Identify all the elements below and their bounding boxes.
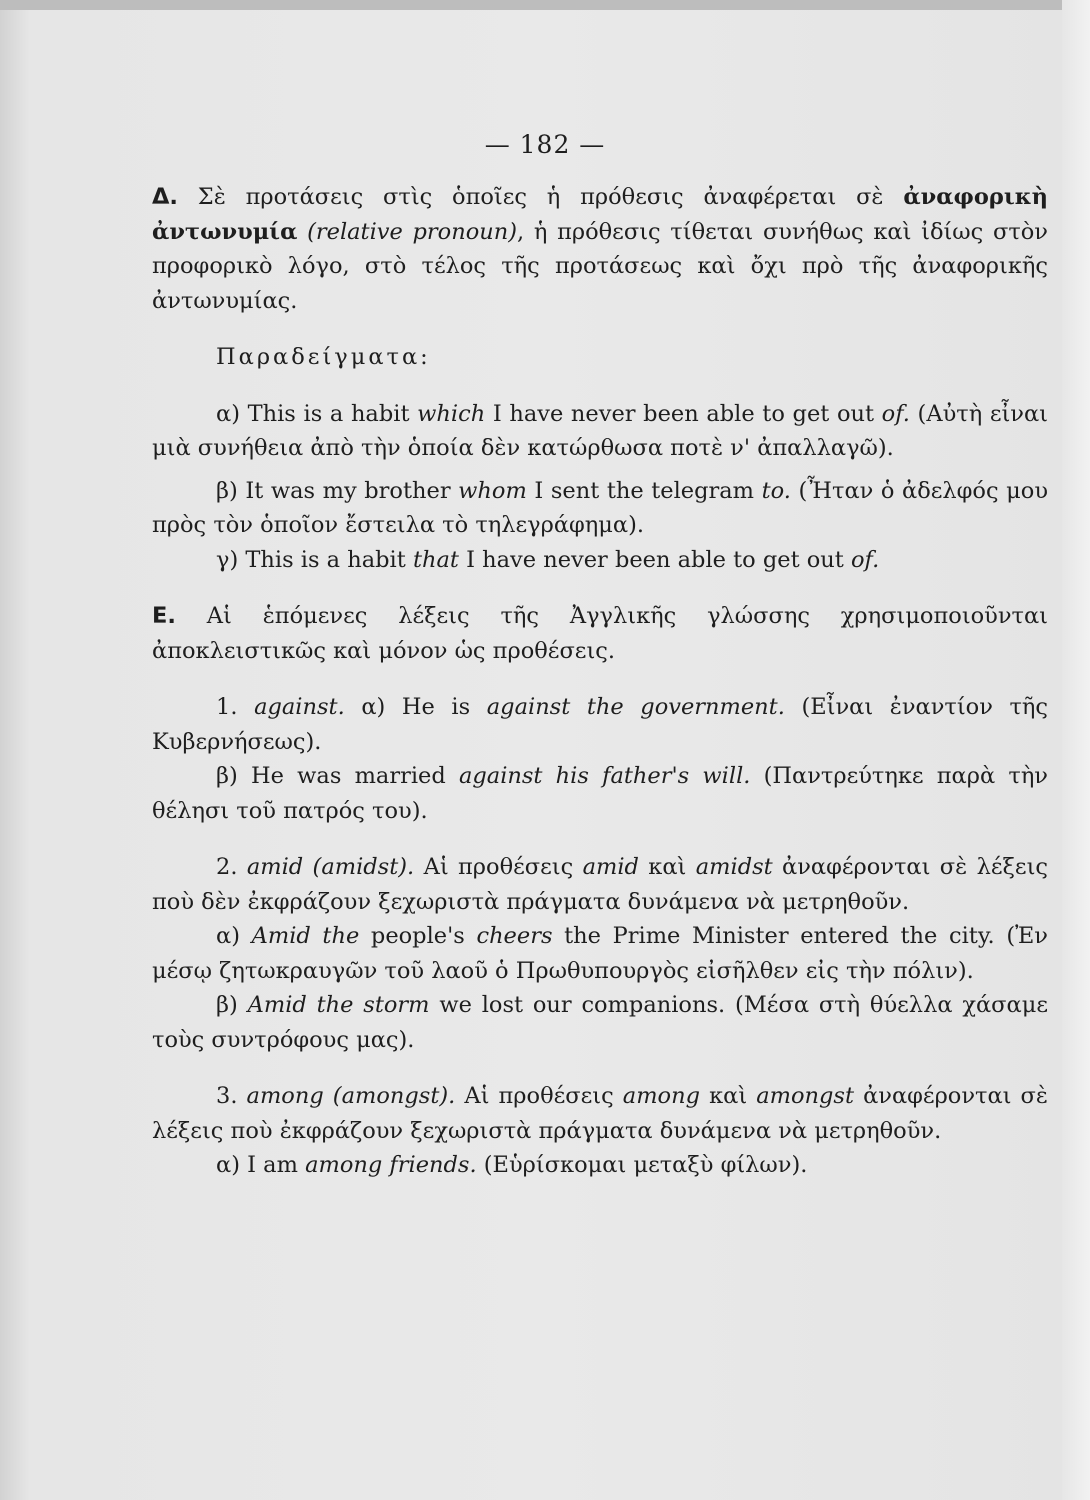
- section-d-intro: Σὲ προτάσεις στὶς ὁποῖες ἡ πρόθεσις ἀναφέρεται σὲ: [197, 184, 904, 210]
- example-b: [152, 474, 1048, 543]
- example-c: [152, 543, 1048, 578]
- section-e-letter: Ε.: [152, 603, 176, 629]
- item-against-b: [152, 759, 1048, 828]
- item-2-desc-2: καὶ: [638, 854, 696, 880]
- item-1-b-translation: (Παντρεύτηκε παρὰ τὴν θέλησι τοῦ πατρός του).: [152, 763, 1048, 824]
- example-a-italic-2: of.: [881, 400, 910, 427]
- example-c-italic-2: of.: [851, 546, 880, 573]
- item-1-a-italic: against the government.: [486, 694, 785, 720]
- item-against: [152, 690, 1048, 759]
- item-3-a-text: α) I am: [216, 1152, 306, 1178]
- example-b-italic-1: whom: [458, 477, 527, 504]
- scan-right-edge: [1062, 0, 1090, 1500]
- example-c-text: γ) This is a habit: [216, 546, 413, 573]
- item-3-word-1: among: [622, 1083, 700, 1109]
- section-e-paragraph: [152, 599, 1048, 668]
- item-2-a-label: α): [216, 923, 252, 949]
- item-2-desc-1: Αἱ προθέσεις: [414, 854, 583, 880]
- item-2-number: 2.: [216, 854, 247, 880]
- item-3-desc-2: καὶ: [700, 1083, 757, 1109]
- example-b-italic-2: to.: [761, 477, 791, 504]
- item-1-number: 1.: [216, 694, 255, 720]
- example-a-translation: (Αὐτὴ εἶναι μιὰ συνήθεια ἀπὸ τὴν ὁποία δὲν κατώρθωσα ποτὲ ν' ἀπαλλαγῶ).: [152, 400, 1048, 461]
- example-b-mid: I sent the telegram: [526, 477, 762, 504]
- item-2-word-1: amid: [582, 854, 639, 880]
- item-1-b-text: β) He was married: [216, 763, 459, 789]
- item-3-word-2: amongst: [756, 1083, 855, 1109]
- item-3-number: 3.: [216, 1083, 247, 1109]
- example-a-mid: I have never been able to get out: [485, 400, 882, 427]
- example-b-text: β) It was my brother: [216, 477, 459, 504]
- item-3-word: among (amongst).: [246, 1083, 456, 1109]
- item-2-b-translation: (Μέσα στὴ θύελλα χάσαμε τοὺς συντρόφους μας).: [152, 992, 1048, 1053]
- example-a-italic-1: which: [417, 400, 486, 427]
- section-d-paragraph: [152, 180, 1048, 318]
- examples-heading-line: [152, 340, 1048, 375]
- item-2-a-text-1: people's: [359, 923, 477, 949]
- item-2-word: amid (amidst).: [246, 854, 415, 880]
- item-2-b-text: we lost our companions.: [429, 992, 726, 1018]
- item-2-a-text-2: the Prime Minister entered the city.: [552, 923, 995, 949]
- item-3-a-translation: (Εὑρίσκομαι μεταξὺ φίλων).: [476, 1152, 808, 1178]
- item-amid-a: [152, 919, 1048, 988]
- item-2-a-italic-2: cheers: [476, 923, 553, 949]
- item-2-word-2: amidst: [695, 854, 773, 880]
- item-2-a-italic-1: Amid the: [251, 923, 360, 949]
- item-2-b-italic: Amid the storm: [247, 992, 430, 1018]
- item-1-a-translation: (Εἶναι ἐναντίον τῆς Κυβερνήσεως).: [152, 694, 1049, 755]
- examples-heading: Παραδείγματα:: [216, 344, 431, 370]
- example-c-italic-1: that: [412, 546, 459, 573]
- example-a: [152, 397, 1048, 466]
- example-a-text: α) This is a habit: [216, 400, 418, 427]
- item-1-word: against.: [254, 694, 345, 720]
- item-3-desc-1: Αἱ προθέσεις: [455, 1083, 623, 1109]
- section-e-intro: Αἱ ἑπόμενες λέξεις τῆς Ἀγγλικῆς γλώσσης χρησιμοποιοῦνται ἀποκλειστικῶς καὶ μόνον ὡς προθέσεις.: [152, 603, 1049, 664]
- example-c-mid: I have never been able to get out: [458, 546, 851, 573]
- page-number: — 182 —: [484, 130, 606, 159]
- section-d-rest: , ἡ πρόθεσις τίθεται συνήθως καὶ ἰδίως στὸν προφορικὸ λόγο, στὸ τέλος τῆς προτάσεως καὶ ὄχι πρὸ τῆς ἀναφορικῆς ἀντωνυμίας.: [152, 218, 1048, 314]
- section-d-term: ἀναφορικὴ ἀντωνυμία: [152, 184, 1048, 245]
- section-d-term-en: (relative pronoun): [307, 218, 518, 245]
- scan-top-edge: [0, 0, 1090, 10]
- item-2-b-label: β): [216, 992, 248, 1018]
- item-amid-b: [152, 988, 1048, 1057]
- item-3-a-italic: among friends.: [305, 1152, 477, 1178]
- item-2-a-translation: (Ἐν μέσῳ ζητωκραυγῶν τοῦ λαοῦ ὁ Πρωθυπουργὸς εἰσῆλθεν εἰς τὴν πόλιν).: [152, 923, 1048, 984]
- item-2-desc-3: ἀναφέρονται σὲ λέξεις ποὺ δὲν ἐκφράζουν ξεχωριστὰ πράγματα δυνάμενα νὰ μετρηθοῦν.: [152, 854, 1048, 915]
- item-amid: [152, 850, 1048, 919]
- item-3-desc-3: ἀναφέρονται σὲ λέξεις ποὺ ἐκφράζουν ξεχωριστὰ πράγματα δυνάμενα νὰ μετρηθοῦν.: [152, 1083, 1048, 1144]
- item-1-b-italic: against his father's will.: [458, 763, 751, 789]
- page-body: [152, 180, 1048, 1183]
- section-d-letter: Δ.: [152, 184, 178, 210]
- item-among-a: [152, 1148, 1048, 1183]
- example-b-translation: (Ἦταν ὁ ἀδελφός μου πρὸς τὸν ὁποῖον ἔστειλα τὸ τηλεγράφημα).: [152, 477, 1048, 538]
- item-1-a-text: α) He is: [344, 694, 487, 720]
- item-among: [152, 1079, 1048, 1148]
